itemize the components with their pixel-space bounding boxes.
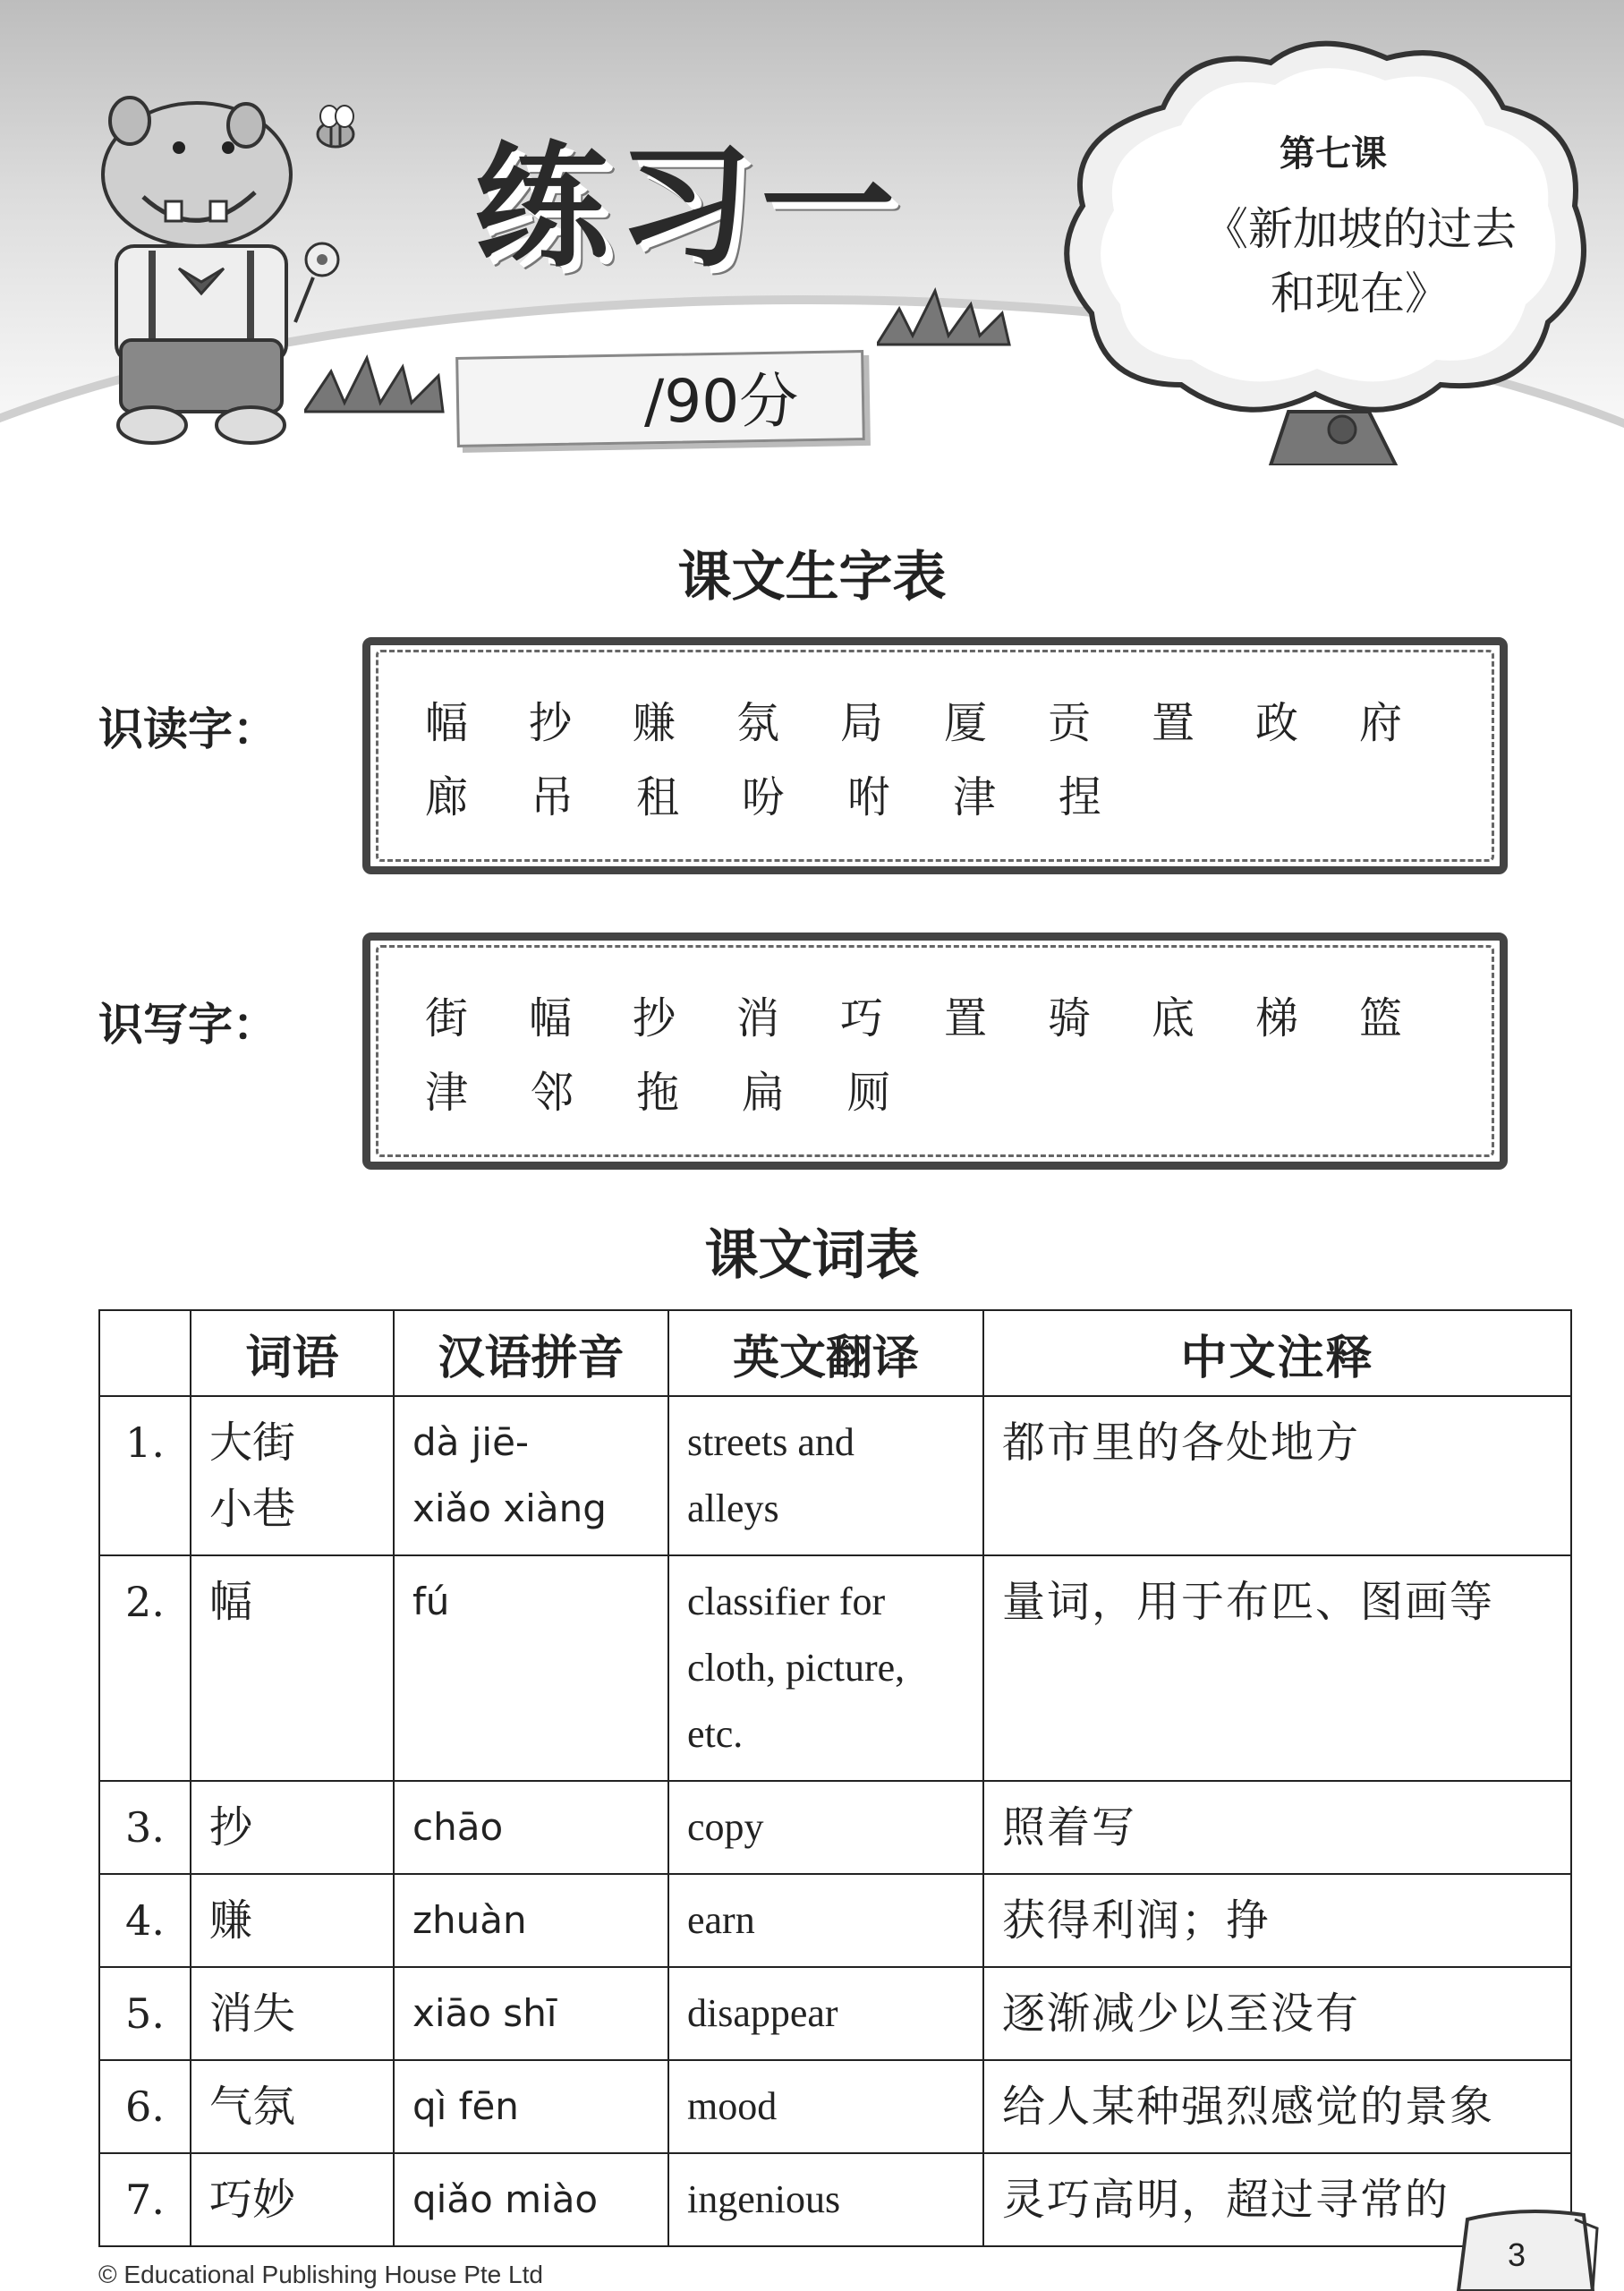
char: 梯 <box>1255 993 1299 1043</box>
char: 骑 <box>1048 993 1092 1043</box>
write-chars-label: 识写字： <box>98 999 277 1051</box>
table-header-row <box>99 1310 1571 1396</box>
write-chars-frame <box>353 933 1517 1170</box>
char: 政 <box>1255 698 1299 748</box>
pinyin-line: xiǎo xiàng <box>412 1486 607 1530</box>
row-english: mood <box>668 2060 983 2153</box>
char: 扁 <box>742 1068 786 1118</box>
row-number: 7. <box>99 2153 191 2246</box>
table-row <box>99 1874 1571 1967</box>
row-number: 6. <box>99 2060 191 2153</box>
read-chars-label: 识读字： <box>98 703 277 755</box>
char: 幅 <box>529 993 573 1043</box>
row-word: 幅 <box>191 1555 394 1781</box>
grass-decoration <box>877 286 1011 349</box>
read-chars-line2 <box>425 756 1463 830</box>
row-word <box>191 1396 394 1555</box>
row-pinyin: qiǎo miào <box>394 2153 668 2246</box>
row-word: 气氛 <box>191 2060 394 2153</box>
char: 底 <box>1152 993 1195 1043</box>
row-number: 1. <box>99 1396 191 1555</box>
row-english: copy <box>668 1781 983 1874</box>
row-chinese-note: 灵巧高明，超过寻常的 <box>983 2153 1571 2246</box>
char: 局 <box>840 698 884 748</box>
char: 厦 <box>944 698 988 748</box>
row-word: 抄 <box>191 1781 394 1874</box>
row-chinese-note: 给人某种强烈感觉的景象 <box>983 2060 1571 2153</box>
row-pinyin: fú <box>394 1555 668 1781</box>
char: 咐 <box>847 772 891 822</box>
english-line: cloth, picture, <box>687 1646 906 1690</box>
char: 置 <box>1152 698 1195 748</box>
char: 廊 <box>425 772 469 822</box>
char: 街 <box>425 993 469 1043</box>
char: 置 <box>944 993 988 1043</box>
row-number: 5. <box>99 1967 191 2060</box>
table-row <box>99 1781 1571 1874</box>
char: 抄 <box>529 698 573 748</box>
read-chars-frame <box>353 637 1517 874</box>
english-line: etc. <box>687 1712 744 1756</box>
row-english: disappear <box>668 1967 983 2060</box>
vocab-table-title: 课文词表 <box>704 1224 920 1287</box>
row-word: 赚 <box>191 1874 394 1967</box>
lesson-title-line1: 《新加坡的过去 <box>1203 203 1517 255</box>
char: 府 <box>1359 698 1403 748</box>
row-english <box>668 1555 983 1781</box>
vocab-table <box>98 1309 1572 2247</box>
row-pinyin: chāo <box>394 1781 668 1874</box>
char: 拖 <box>636 1068 680 1118</box>
row-word: 消失 <box>191 1967 394 2060</box>
row-number: 2. <box>99 1555 191 1781</box>
char: 抄 <box>633 993 676 1043</box>
char: 租 <box>636 772 680 822</box>
table-row <box>99 2153 1571 2246</box>
pinyin-line: dà jiē- <box>412 1420 530 1464</box>
row-chinese-note: 获得利润；挣 <box>983 1874 1571 1967</box>
table-row <box>99 1396 1571 1555</box>
lesson-title <box>1154 197 1566 326</box>
exercise-title: 练习一 <box>474 130 905 285</box>
word-line: 小巷 <box>209 1484 296 1534</box>
row-number: 4. <box>99 1874 191 1967</box>
copyright-footer: © Educational Publishing House Pte Ltd <box>98 2261 543 2288</box>
header-cell-chinese-note: 中文注释 <box>983 1310 1571 1396</box>
row-number: 3. <box>99 1781 191 1874</box>
row-chinese-note: 照着写 <box>983 1781 1571 1874</box>
char: 赚 <box>633 698 676 748</box>
english-line: streets and <box>687 1420 855 1464</box>
row-pinyin: zhuàn <box>394 1874 668 1967</box>
table-row <box>99 2060 1571 2153</box>
char: 吩 <box>742 772 786 822</box>
header-cell-pinyin: 汉语拼音 <box>394 1310 668 1396</box>
header-cell-english: 英文翻译 <box>668 1310 983 1396</box>
char: 邻 <box>531 1068 574 1118</box>
read-chars-list <box>425 682 1463 830</box>
row-english: earn <box>668 1874 983 1967</box>
row-english: ingenious <box>668 2153 983 2246</box>
header-cell-word: 词语 <box>191 1310 394 1396</box>
read-chars-line1 <box>425 682 1463 756</box>
table-row <box>99 1967 1571 2060</box>
char: 巧 <box>840 993 884 1043</box>
char: 消 <box>736 993 780 1043</box>
char: 幅 <box>425 698 469 748</box>
row-pinyin: xiāo shī <box>394 1967 668 2060</box>
char: 津 <box>953 772 997 822</box>
char: 贡 <box>1048 698 1092 748</box>
char: 篮 <box>1359 993 1403 1043</box>
char: 捏 <box>1059 772 1102 822</box>
row-english <box>668 1396 983 1555</box>
row-pinyin <box>394 1396 668 1555</box>
row-chinese-note: 量词，用于布匹、图画等 <box>983 1555 1571 1781</box>
char: 吊 <box>531 772 574 822</box>
row-pinyin: qì fēn <box>394 2060 668 2153</box>
table-row <box>99 1555 1571 1781</box>
char: 津 <box>425 1068 469 1118</box>
write-chars-line1 <box>425 977 1463 1052</box>
hippo-mascot-illustration <box>45 89 340 447</box>
char-table-title: 课文生字表 <box>677 546 947 609</box>
grass-decoration <box>304 353 447 416</box>
write-chars-list <box>425 977 1463 1126</box>
char: 厕 <box>847 1068 891 1118</box>
write-chars-line2 <box>425 1052 1463 1126</box>
row-chinese-note: 逐渐减少以至没有 <box>983 1967 1571 2060</box>
row-chinese-note: 都市里的各处地方 <box>983 1396 1571 1555</box>
english-line: alleys <box>687 1486 779 1530</box>
row-word: 巧妙 <box>191 2153 394 2246</box>
char: 氛 <box>736 698 780 748</box>
word-line: 大街 <box>209 1418 296 1468</box>
page-number: 3 <box>1507 2236 1526 2273</box>
english-line: classifier for <box>687 1580 886 1623</box>
bee-icon <box>304 98 367 161</box>
lesson-title-line2: 和现在》 <box>1271 268 1450 319</box>
header-cell-num <box>99 1310 191 1396</box>
score-text: /90分 <box>644 367 799 436</box>
lesson-number: 第七课 <box>1280 133 1387 175</box>
